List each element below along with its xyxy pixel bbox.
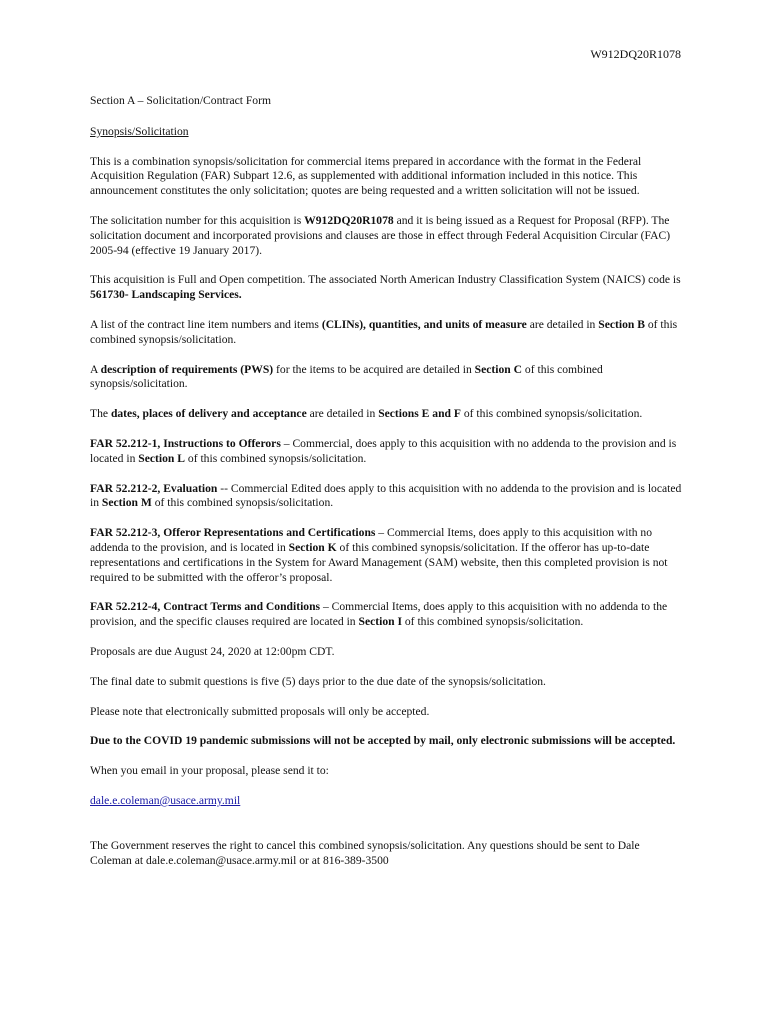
- subheading-synopsis: Synopsis/Solicitation: [90, 124, 189, 138]
- section-title: Section A – Solicitation/Contract Form: [90, 94, 271, 107]
- document-body: [90, 94, 684, 883]
- paragraph-requirements: A description of requirements (PWS) for the items to be acquired are detailed in Section C of this combined synopsis/solicitation.: [90, 362, 603, 391]
- paragraph-electronic-only: Please note that electronically submitted proposals will only be accepted.: [90, 704, 430, 718]
- paragraph-email-instruction: When you email in your proposal, please send it to:: [90, 764, 329, 778]
- document-id: W912DQ20R1078: [590, 47, 681, 61]
- paragraph-intro: This is a combination synopsis/solicitation for commercial items prepared in accordance with the format in the Federal Acquisition Regulation (FAR) Subpart 12.6, as supplemented with additional information included in this notice. This announcement constitutes the only solicitation; quotes are being requested and a written solicitation will not be issued.: [90, 154, 642, 198]
- paragraph-far-52-212-2: FAR 52.212-2, Evaluation -- Commercial Edited does apply to this acquisition with no addenda to the provision and is located in Section M of this combined synopsis/solicitation.: [90, 481, 682, 510]
- paragraph-government-reserves: The Government reserves the right to cancel this combined synopsis/solicitation. Any questions should be sent to Dale Coleman at dale.e.coleman@usace.army.mil or at 816-389-3500: [90, 838, 640, 867]
- paragraph-delivery: The dates, places of delivery and acceptance are detailed in Sections E and F of this combined synopsis/solicitation.: [90, 407, 643, 421]
- paragraph-questions-date: The final date to submit questions is five (5) days prior to the due date of the synopsis/solicitation.: [90, 674, 546, 688]
- paragraph-far-52-212-1: FAR 52.212-1, Instructions to Offerors – Commercial, does apply to this acquisition with no addenda to the provision and is located in Section L of this combined synopsis/solicitation.: [90, 436, 677, 465]
- paragraph-far-52-212-4: FAR 52.212-4, Contract Terms and Conditions – Commercial Items, does apply to this acquisition with no addenda to the provision, and the specific clauses required are located in Section I of this combined synopsis/solicitation.: [90, 600, 668, 629]
- paragraph-solicitation-number: The solicitation number for this acquisition is W912DQ20R1078 and it is being issued as a Request for Proposal (RFP). The solicitation document and incorporated provisions and clauses are those in effect through Federal Acquisition Circular (FAC) 2005-94 (effective 19 January 2017).: [90, 213, 671, 257]
- paragraph-far-52-212-3: FAR 52.212-3, Offeror Representations and Certifications – Commercial Items, does apply to this acquisition with no addenda to the provision, and is located in Section K of this combined synopsis/solicitation. If the offeror has up-to-date representations and certifications in the System for Award Management (SAM) website, then this completed provision is not required to be submitted with the offeror’s proposal.: [90, 526, 668, 584]
- paragraph-competition: This acquisition is Full and Open competition. The associated North American Industry Classification System (NAICS) code is 561730- Landscaping Services.: [90, 273, 681, 302]
- paragraph-due-date: Proposals are due August 24, 2020 at 12:00pm CDT.: [90, 644, 335, 658]
- email-link[interactable]: dale.e.coleman@usace.army.mil: [90, 793, 241, 807]
- email-link-wrapper: [90, 794, 684, 809]
- paragraph-clins: A list of the contract line item numbers and items (CLINs), quantities, and units of measure are detailed in Section B of this combined synopsis/solicitation.: [90, 317, 678, 346]
- paragraph-covid-notice: Due to the COVID 19 pandemic submissions will not be accepted by mail, only electronic submissions will be accepted.: [90, 734, 676, 748]
